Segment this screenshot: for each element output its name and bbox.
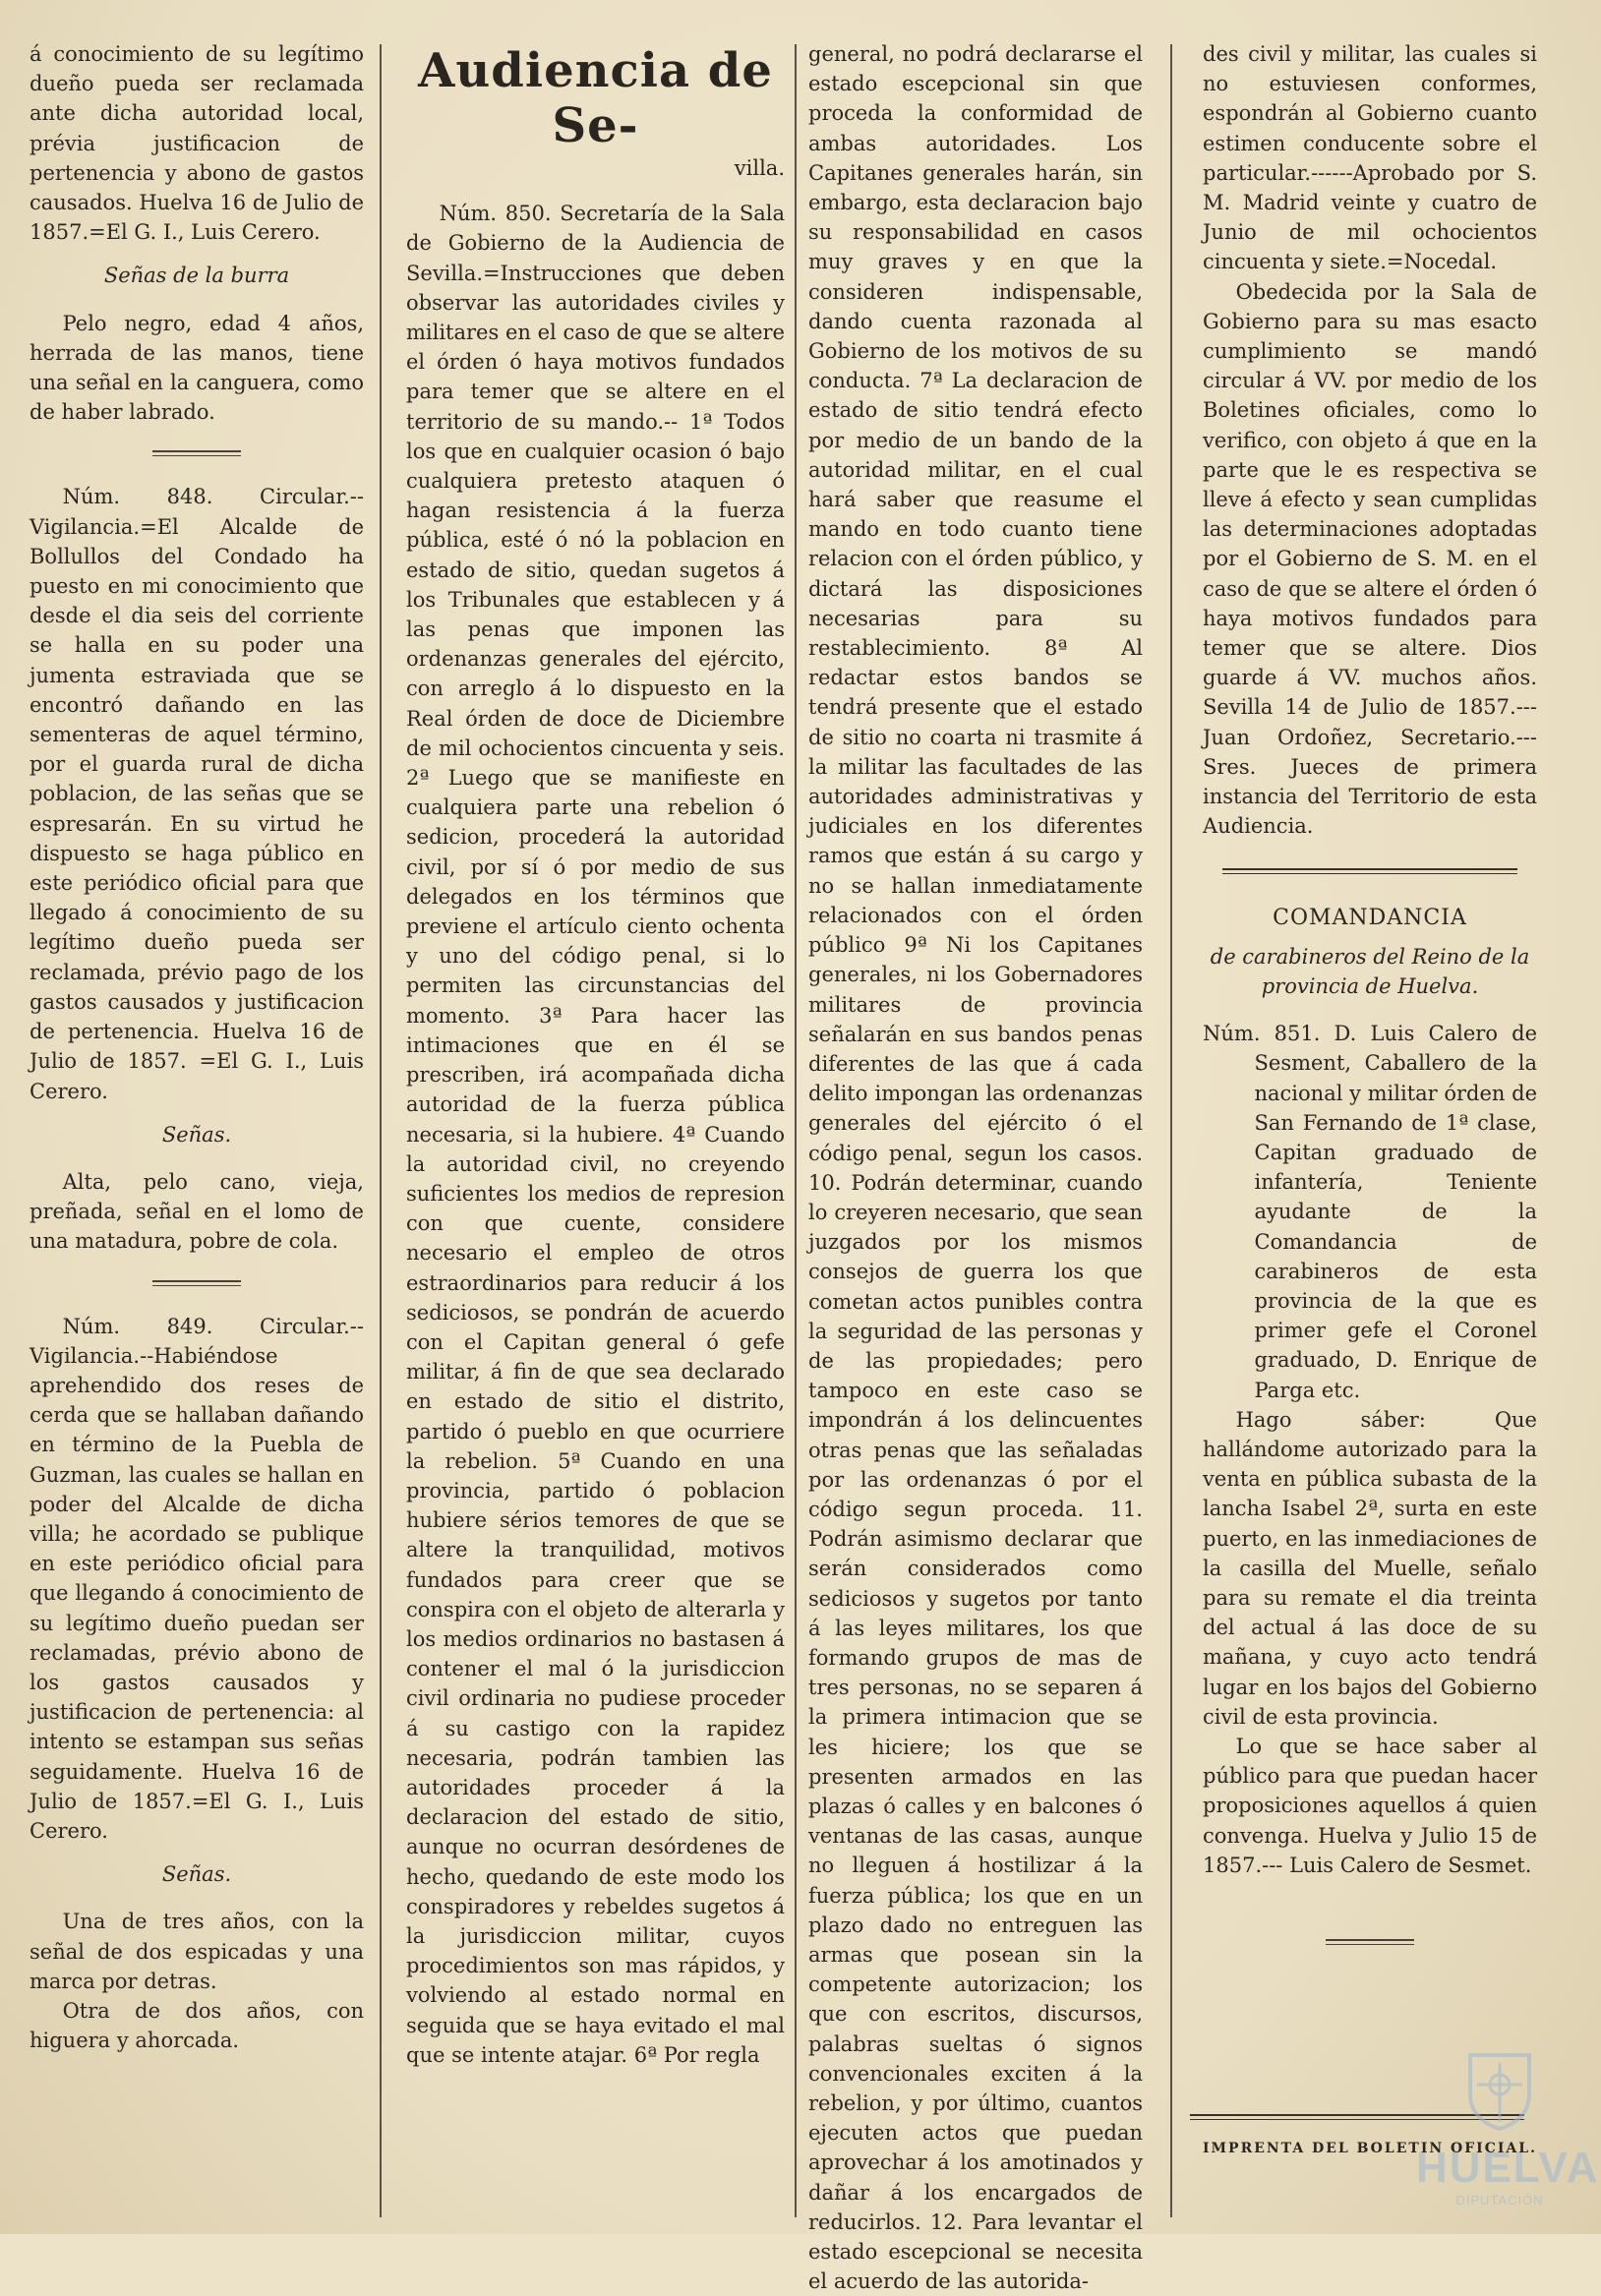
description-text: Alta, pelo cano, vieja, preñada, señal en el lomo de una matadura, pobre de cola. — [30, 1169, 364, 1254]
notice-851: Núm. 851. D. Luis Calero de Sesment, Caballero de la nacional y militar órden de San Fernando de 1ª clase, Capitan graduado de infantería, Teniente ayudante de la Comandancia de carabineros de esta provincia de la que es primer gefe el Coronel graduado, D. Enrique de Parga etc. — [1203, 1022, 1537, 1402]
description-text: Una de tres años, con la señal de dos espicadas y una marca por detras. — [30, 1910, 364, 1993]
column-4 — [1203, 39, 1537, 2222]
column-3 — [808, 39, 1143, 2294]
notice-text: á conocimiento de su legítimo dueño pueda ser reclamada ante dicha autoridad local, prévia justificacion de pertenencia y abono de gastos causados. Huelva 16 de Julio de 1857.=El G. I., Luis Cerero. — [30, 42, 364, 245]
watermark-text: HUELVA — [1416, 2144, 1600, 2192]
notice-849: Núm. 849. Circular.--Vigilancia.--Habiéndose aprehendido dos reses de cerda que se hallaban dañando en término de la Puebla de Guzman, las cuales se hallan en poder del Alcalde de dicha villa; he acordado se publique en este periódico oficial para que llegando á conocimiento de su legítimo dueño puedan ser reclamadas, prévio abono de los gastos causados y justificacion de pertenencia: al intento se estampan sus señas seguidamente. Huelva 16 de Julio de 1857.=El G. I., Luis Cerero. — [30, 1314, 364, 1843]
separator-rule — [152, 1280, 241, 1286]
column-divider — [795, 44, 797, 2217]
separator-rule — [1222, 868, 1517, 874]
archive-watermark — [1416, 2045, 1600, 2217]
notice-850-continued: des civil y militar, las cuales si no estuviesen conformes, espondrán al Gobierno cuanto estimen conducente sobre el particular.------Aprobado por S. M. Madrid veinte y cuatro de Junio de mil ochocientos cincuenta y siete.=Nocedal. — [1203, 42, 1537, 274]
notice-850: Núm. 850. Secretaría de la Sala de Gobierno de la Audiencia de Sevilla.=Instrucciones que deben observar las autoridades civiles y militares en el caso de que se altere el órden ó haya motivos fundados para temer que se altere en el territorio de su mando.-- 1ª Todos los que en cualquier ocasion ó bajo cualquiera pretesto ataquen ó hagan resistencia á la fuerza pública, esté ó nó la poblacion en estado de sitio, quedan sugetos á los Tribunales que establecen y á las penas que imponen las ordenanzas generales del ejército, con arreglo á lo dispuesto en la Real órden de doce de Diciembre de mil ochocientos cincuenta y seis. 2ª Luego que se manifieste en cualquiera parte una rebelion ó sedicion, procederá la autoridad civil, por sí ó por medio de sus delegados en los términos que previene el artículo ciento ochenta y uno del código penal, si lo permiten las circunstancias del momento. 3ª Para hacer las intimaciones que en él se prescriben, irá acompañada dicha autoridad de la fuerza pública necesaria, si la hubiere. 4ª Cuando la autoridad civil, no creyendo suficientes los medios de represion con que cuente, considere necesario el empleo de otros estraordinarios para reducir á los sediciosos, se pondrán de acuerdo con el Capitan general ó gefe militar, á fin de que sea declarado en estado de sitio el distrito, partido ó pueblo en que ocurriere la rebelion. 5ª Cuando en una provincia, partido ó poblacion hubiere sérios temores de que se altere la tranquilidad, motivos fundados para creer que se conspira con el objeto de alterarla y los medios ordinarios no bastasen á contener el mal ó la jurisdiccion civil ordinaria no pudiese proceder á su castigo con la rapidez necesaria, podrán tambien las autoridades proceder á la declaracion del estado de sitio, aunque no ocurran desórdenes de hecho, quedando de este modo los conspiradores y rebeldes sugetos á la jurisdiccion militar, cuyos procedimientos son mas rápidos, y volviendo al estado normal en seguida que se haya evitado el mal que se intente atajar. 6ª Por regla — [406, 202, 785, 2067]
column-divider — [1170, 44, 1172, 2217]
notice-848: Núm. 848. Circular.--Vigilancia.=El Alcalde de Bollullos del Condado ha puesto en mi conocimiento que desde el dia seis del corriente se halla en su poder una jumenta estraviada que se encontró dañando en las sementeras de aquel término, por el guarda rural de dicha poblacion, de las señas que se espresarán. En su virtud he dispuesto se haga público en este periódico oficial para que llegado á conocimiento de su legítimo dueño pueda ser reclamada, prévio pago de los gastos causados y justificacion de pertenencia. Huelva 16 de Julio de 1857. =El G. I., Luis Cerero. — [30, 485, 364, 1103]
separator-rule — [152, 450, 241, 456]
description-text: Otra de dos años, con higuera y ahorcada. — [30, 1998, 364, 2053]
column-divider — [380, 44, 382, 2217]
section-subheading: Señas. — [161, 1862, 232, 1887]
column-2 — [406, 39, 785, 2222]
coat-of-arms-icon — [1455, 2045, 1544, 2134]
section-subheading: Señas. — [161, 1122, 232, 1147]
notice-850-closing: Obedecida por la Sala de Gobierno para su mas esacto cumplimiento se mandó circular á VV. por medio de los Boletines oficiales, como lo verifico, con objeto á que en la parte que le es respectiva se lleve á efecto y sean cumplidas las determinaciones adoptadas por el Gobierno de S. M. en el caso de que se altere el órden ó haya motivos fundados para temer que se altere. Dios guarde á VV. muchos años. Sevilla 14 de Julio de 1857.---Juan Ordoñez, Secretario.--- Sres. Jueces de primera instancia del Territorio de esta Audiencia. — [1203, 279, 1537, 839]
notice-851-body: Hago sáber: Que hallándome autorizado para la venta en pública subasta de la lancha Isabel 2ª, surta en este puerto, en las inmediaciones de la casilla del Muelle, señalo para su remate el dia treinta del actual á las doce de su mañana, y cuyo acto tendrá lugar en los bajos del Gobierno civil de esta provincia. — [1203, 1407, 1537, 1729]
column-1 — [30, 39, 364, 2222]
section-title-continuation: villa. — [734, 156, 785, 180]
notice-851-closing: Lo que se hace saber al público para que puedan hacer proposiciones aquellos á quien convenga. Huelva y Julio 15 de 1857.--- Luis Calero de Sesmet. — [1203, 1734, 1537, 1877]
separator-rule — [1326, 1939, 1414, 1945]
comandancia-heading: COMANDANCIA — [1273, 906, 1467, 931]
comandancia-subheading: de carabineros del Reino de la provincia de Huelva. — [1210, 944, 1530, 998]
description-text: Pelo negro, edad 4 años, herrada de las manos, tiene una señal en la canguera, como de haber labrado. — [30, 311, 364, 425]
notice-850-continued: general, no podrá declararse el estado escepcional sin que proceda la conformidad de ambas autoridades. Los Capitanes generales harán, sin embargo, esta declaracion bajo su responsabilidad en casos muy graves y en que la consideren indispensable, dando cuenta razonada al Gobierno de los motivos de su conducta. 7ª La declaracion de estado de sitio tendrá efecto por medio de un bando de la autoridad militar, en el cual hará saber que reasume el mando en todo cuanto tiene relacion con el órden público, y dictará las disposiciones necesarias para su restablecimiento. 8ª Al redactar estos bandos se tendrá presente que el estado de sitio no coarta ni trasmite á la militar las facultades de las autoridades administrativas y judiciales en los diferentes ramos que están á su cargo y no se hallan inmediatamente relacionados con el órden público 9ª Ni los Capitanes generales, ni los Gobernadores militares de provincia señalarán en sus bandos penas diferentes de las que á cada delito impongan las ordenanzas generales del ejército ó el código penal, segun los casos. 10. Podrán determinar, cuando lo creyeren necesario, que sean juzgados por los mismos consejos de guerra los que cometan actos punibles contra la seguridad de las personas y de las propiedades; pero tampoco en este caso se impondrán á los delincuentes otras penas que las señaladas por las ordenanzas ó por el código segun proceda. 11. Podrán asimismo declarar que serán considerados como sediciosos y sugetos por tanto á las leyes militares, los que formando grupos de mas de tres personas, no se separen á la primera intimacion que se les hiciere; los que se presenten armados en las plazas ó calles y en balcones ó ventanas de las casas, aunque no lleguen á hostilizar á la fuerza pública; los que en un plazo dado no entreguen las armas que posean sin la competente autorizacion; los que con escritos, discursos, palabras sueltas ó signos convencionales exciten á la rebelion, y por último, cuantos ejecuten actos que puedan aprovechar á los amotinados y dañar á los encargados de reducirlos. 12. Para levantar el estado escepcional se necesita el acuerdo de las autorida- — [808, 42, 1143, 2294]
section-title: Audiencia de Se- — [418, 43, 773, 153]
printer-imprint: IMPRENTA DEL BOLETIN OFICIAL. — [1203, 2141, 1537, 2156]
section-subheading: Señas de la burra — [103, 264, 290, 288]
watermark-subtext: DIPUTACIÓN — [1455, 2193, 1544, 2208]
